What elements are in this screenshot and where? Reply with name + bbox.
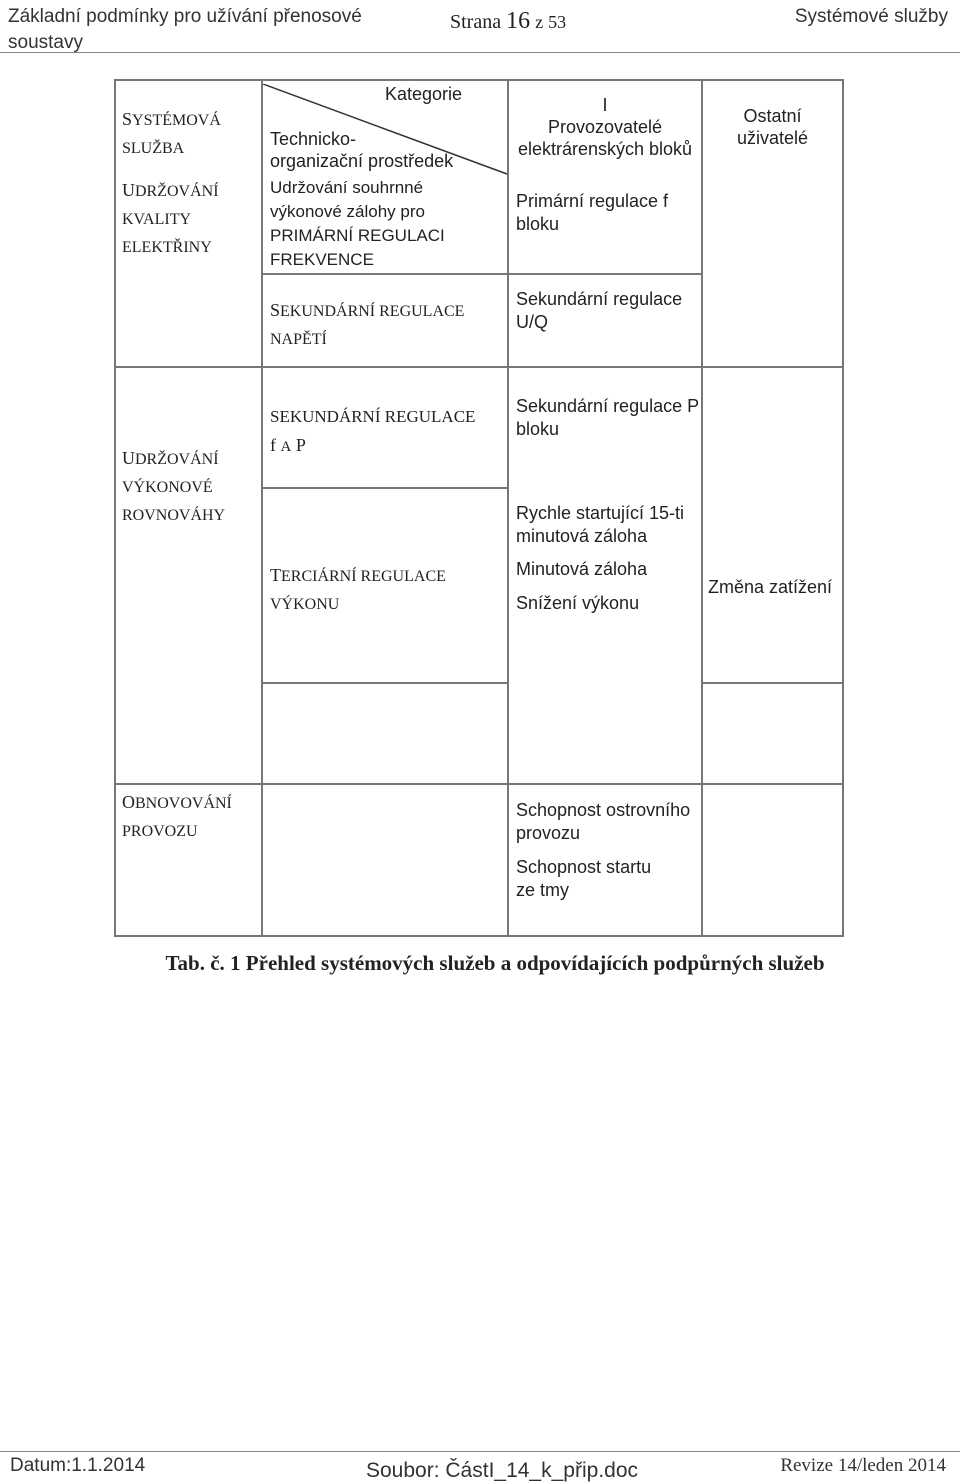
sek-fp-line1: SEKUNDÁRNÍ REGULACE bbox=[270, 407, 476, 426]
footer-divider bbox=[0, 1451, 960, 1452]
row-kvalita-label bbox=[122, 176, 219, 262]
sluzba-cap: S bbox=[122, 109, 133, 129]
provoz-line1: I bbox=[602, 95, 608, 115]
tma-line2: ze tmy bbox=[516, 880, 570, 900]
terc-line2: VÝKONU bbox=[270, 596, 340, 613]
ostrov-line1: Schopnost ostrovního bbox=[516, 800, 691, 820]
tma-line1: Schopnost startu bbox=[516, 857, 652, 877]
start-ze-tmy bbox=[516, 856, 651, 902]
prim-regulace-reserve bbox=[270, 176, 445, 272]
col-header-ostatni bbox=[703, 105, 842, 149]
vykon-line1: DRŽOVÁNÍ bbox=[135, 451, 219, 468]
provoz-line3: elektrárenských bloků bbox=[517, 139, 693, 159]
terc-rest: ERCIÁRNÍ REGULACE bbox=[281, 568, 446, 585]
obnov-cap: O bbox=[122, 792, 135, 812]
kvalita-line3: ELEKTŘINY bbox=[122, 239, 212, 256]
header-left-line1: Základní podmínky pro užívání přenosové bbox=[8, 6, 362, 27]
ostatni-line2: uživatelé bbox=[736, 128, 809, 148]
sek-p-line1: Sekundární regulace P bbox=[516, 396, 700, 416]
prim-line4: FREKVENCE bbox=[270, 250, 374, 269]
prim-line1: Udržování souhrnné bbox=[270, 178, 424, 197]
sek-regulace-fp bbox=[270, 403, 475, 461]
header-left-title bbox=[8, 4, 408, 56]
sek-fp-a: A bbox=[280, 439, 292, 455]
sek-regulace-uq bbox=[516, 288, 682, 334]
rychle-line1: Rychle startující 15-ti bbox=[516, 503, 685, 523]
footer-file: Soubor: ČástI_14_k_přip.doc bbox=[366, 1459, 639, 1482]
rychle-line2: minutová záloha bbox=[516, 526, 648, 546]
obnov-line2: PROVOZU bbox=[122, 823, 198, 840]
row-vykon-label bbox=[122, 444, 225, 530]
page-number: 16 bbox=[506, 8, 531, 34]
sek-uq-line2: U/Q bbox=[516, 312, 549, 332]
col-header-tech bbox=[270, 128, 453, 172]
col-header-sluzba bbox=[122, 105, 221, 163]
provoz-line2: Provozovatelé bbox=[547, 117, 663, 137]
sek-fp-p: P bbox=[295, 435, 306, 455]
header-right-title: Systémové služby bbox=[794, 6, 948, 27]
snizeni-vykonu: Snížení výkonu bbox=[516, 593, 640, 613]
box-empty-2 bbox=[701, 682, 844, 785]
page-sep: z bbox=[535, 12, 544, 32]
row-obnov-label bbox=[122, 788, 232, 846]
tech-line1: Technicko- bbox=[270, 129, 357, 149]
prim-line2: výkonové zálohy pro bbox=[270, 202, 425, 221]
col-header-kategorie: Kategorie bbox=[385, 84, 463, 104]
box-zmena-zatizeni bbox=[701, 366, 844, 684]
vykon-line2: VÝKONOVÉ bbox=[122, 479, 213, 496]
sek-p-line2: bloku bbox=[516, 419, 560, 439]
prim-f-line2: bloku bbox=[516, 214, 560, 234]
table-caption: Tab. č. 1 Přehled systémových služeb a odpovídajících podpůrných služeb bbox=[165, 951, 825, 975]
sek-u-cap: S bbox=[270, 300, 281, 320]
sluzba-line2: SLUŽBA bbox=[122, 140, 185, 157]
kvalita-cap: U bbox=[122, 180, 135, 200]
zmena-zatizeni: Změna zatížení bbox=[708, 577, 833, 597]
box-vykonove-rovnovahy bbox=[114, 366, 263, 785]
sluzba-rest: YSTÉMOVÁ bbox=[132, 112, 221, 129]
obnov-rest: BNOVOVÁNÍ bbox=[135, 795, 232, 812]
box-empty-1 bbox=[261, 682, 509, 785]
prim-f-line1: Primární regulace f bbox=[516, 191, 669, 211]
page-indicator bbox=[450, 8, 566, 35]
box-empty-4 bbox=[701, 783, 844, 937]
minutova-zaloha: Minutová záloha bbox=[516, 559, 648, 579]
ostatni-line1: Ostatní bbox=[743, 106, 802, 126]
sek-regulace-napeti bbox=[270, 296, 464, 354]
prim-regulace-f bbox=[516, 190, 668, 236]
sek-u-rest: EKUNDÁRNÍ REGULACE bbox=[280, 303, 465, 320]
sek-fp-f: f bbox=[270, 435, 276, 455]
vykon-cap: U bbox=[122, 448, 135, 468]
header-left-line2: soustavy bbox=[8, 32, 83, 53]
header-divider bbox=[0, 52, 960, 53]
sek-regulace-p bbox=[516, 395, 699, 441]
sek-uq-line1: Sekundární regulace bbox=[516, 289, 683, 309]
prim-line3: PRIMÁRNÍ REGULACI bbox=[270, 226, 445, 245]
terc-cap: T bbox=[270, 565, 281, 585]
ostrovni-provoz bbox=[516, 799, 690, 845]
page-prefix: Strana bbox=[450, 11, 502, 33]
terc-regulace bbox=[270, 561, 446, 619]
rychle-startujici bbox=[516, 502, 684, 548]
footer-date: Datum:1.1.2014 bbox=[10, 1455, 146, 1476]
kvalita-line1: DRŽOVÁNÍ bbox=[135, 183, 219, 200]
page-total: 53 bbox=[548, 12, 567, 32]
kvalita-line2: KVALITY bbox=[122, 211, 192, 228]
ostrov-line2: provozu bbox=[516, 823, 581, 843]
col-header-provozovatele bbox=[509, 94, 701, 160]
vykon-line3: ROVNOVÁHY bbox=[122, 507, 226, 524]
sek-u-line2: NAPĚTÍ bbox=[270, 331, 327, 348]
box-empty-3 bbox=[261, 783, 509, 937]
footer-revision: Revize 14/leden 2014 bbox=[780, 1455, 946, 1476]
tech-line2: organizační prostředek bbox=[270, 151, 454, 171]
